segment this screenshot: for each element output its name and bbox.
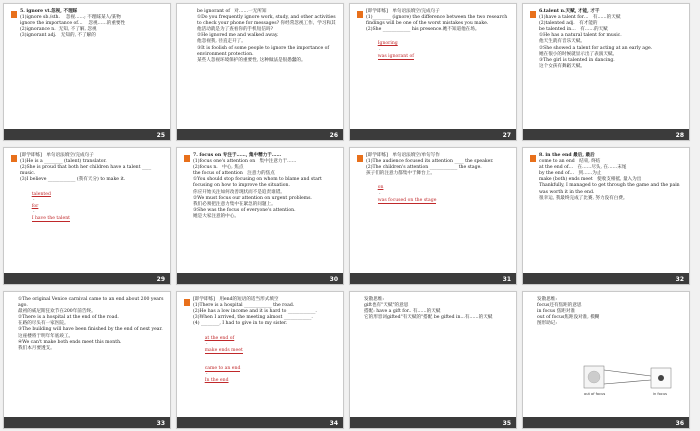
slide-content <box>366 153 510 210</box>
slide-content <box>197 9 337 64</box>
slide-line: ③She was the focus of everyone's attention. <box>193 207 296 213</box>
slide-line: ③The building will have been finished by the end of next year. <box>18 327 163 333</box>
slide-line: [即学即练] 单句语法填空/完成句子 <box>20 153 94 158</box>
slide-line: out of focus焦距没对准, 模糊 <box>537 315 600 321</box>
slide-number: 25 <box>156 132 165 139</box>
slide-line: (2)focus n. 中心, 焦点 <box>193 165 244 171</box>
slide-line: (3)I believe ____________ (我有天分) to make it. <box>20 177 126 183</box>
accent-bar <box>184 155 190 162</box>
slide-thumbnail[interactable] <box>349 147 517 285</box>
slide-footer <box>4 129 170 140</box>
slide-line: Thankfully, I managed to get through the game and the pain was worth it in the end. <box>539 183 682 195</box>
slide-thumbnail[interactable] <box>3 291 171 429</box>
slide-line: 在路的尽头有一家医院。 <box>18 321 69 327</box>
slide-number: 31 <box>502 276 511 283</box>
slide-line: (4) ________, I had to give in to my sister. <box>193 321 288 327</box>
slide-line: 她是大家注意的中心。 <box>193 213 239 219</box>
slide-line: 6.talent n.天赋, 才能, 才干 <box>539 9 600 14</box>
slide-thumbnail[interactable] <box>3 3 171 141</box>
slide-line: ②We must focus our attention on urgent problems. <box>193 195 312 201</box>
slide-line: focus还有焦距的意思 <box>537 303 582 309</box>
answer-text: came to an end <box>204 366 241 372</box>
slide-line: (2)talented adj. 有才能的 <box>539 21 598 27</box>
slide-line: 她在很小的时候就显示出了表演天赋。 <box>539 51 618 57</box>
slide-thumbnail[interactable] <box>522 291 690 429</box>
slide-thumbnail[interactable] <box>176 3 344 141</box>
slide-line: be talented in… 有……的天赋 <box>539 27 608 33</box>
slide-line: 发散思维: <box>364 297 384 302</box>
slide-line: ①Do you frequently ignore work, study, and other activities to check your phone for messages? 你经常忽视工作、学习和其他活动就是为了查看你的手机短信吗? <box>197 15 338 33</box>
slide-line: (1)ignore sb./sth. 忽视……; 不理睬某人/某物 <box>20 15 121 21</box>
slide-line: (2)The children's attention ____________ the stage. <box>366 165 482 171</box>
slide-content <box>539 9 683 70</box>
slide-line: in focus 焦距对准 <box>537 309 576 315</box>
sharp-dot-icon <box>658 375 664 381</box>
answer-text: make ends meet <box>204 347 243 353</box>
accent-bar <box>357 155 363 162</box>
slide-footer <box>4 273 170 284</box>
slide-footer <box>4 417 170 428</box>
slide-footer <box>350 417 516 428</box>
slide-number: 34 <box>329 420 338 427</box>
slide-content <box>537 297 683 327</box>
slide-number: 30 <box>329 276 338 283</box>
slide-line: (2)ignorance n. 无知, 不了解, 忽视 <box>20 27 97 33</box>
answer-line: came to an end · In the end <box>204 366 241 384</box>
slide-line: 8. in the end 最后, 最后 <box>539 153 595 158</box>
slide-line: 我们必须把注意力集中在紧急的问题上。 <box>193 201 276 207</box>
slide-number: 26 <box>329 132 338 139</box>
slide-line: (2)He has a low income and it is hard to ____________. <box>193 309 317 315</box>
slide-line: (2)She ____________ his presence.她不知道他在场。 <box>366 27 480 33</box>
slide-line: 图形助记: <box>537 321 557 327</box>
accent-bar <box>357 11 363 18</box>
slide-line: 很幸运, 我最终完成了比赛, 努力没有白费。 <box>539 195 628 201</box>
slide-number: 28 <box>675 132 684 139</box>
answer-text: at the end of <box>204 335 235 341</box>
slide-line: 7. focus on 专注于……, 集中精力于…… <box>193 153 282 158</box>
slide-number: 36 <box>675 420 684 427</box>
answer-text: In the end <box>204 378 229 384</box>
accent-bar <box>530 11 536 18</box>
answer-text: Ignoring <box>377 41 398 47</box>
slide-content <box>20 9 164 39</box>
slide-line: come to an end 结束, 终结 <box>539 159 601 165</box>
slide-content <box>20 153 164 228</box>
slide-line: ③The girl is talented in dancing. <box>539 57 615 63</box>
slide-content <box>193 297 337 390</box>
slide-number: 27 <box>502 132 511 139</box>
answer-line: Ignoring · was ignorant of <box>377 41 414 59</box>
slide-line: (3)ignorant adj. 无知的, 不了解的 <box>20 33 96 39</box>
accent-bar <box>11 155 17 162</box>
slide-line: [即学即练] 单句语法填空/单句写作 <box>366 153 440 158</box>
slide-thumbnail[interactable] <box>176 147 344 285</box>
slide-line: (1)The audience focused its attention ____ the speaker. <box>366 159 494 165</box>
slide-content <box>193 153 337 220</box>
slide-number: 29 <box>156 276 165 283</box>
slide-line: (1)He is a ________ (talent) translator. <box>20 159 107 165</box>
slide-line: be ignorant of 对……一无所知 <box>197 9 267 14</box>
slide-line: (1)There is a hospital ____________ the road. <box>193 303 295 309</box>
answer-line: talented · for · I have the talent <box>31 191 70 221</box>
slide-thumbnail[interactable] <box>522 147 690 285</box>
slide-sorter-grid <box>3 3 690 429</box>
slide-line: 孩子们的注意力都集中于舞台上。 <box>366 171 435 177</box>
light-ray-icon <box>604 370 651 384</box>
in-focus-label: in focus <box>653 392 668 396</box>
answer-text: I have the talent <box>31 215 70 221</box>
slide-content <box>539 153 683 202</box>
slide-line: (1)have a talent for… 有……的天赋 <box>539 15 621 21</box>
slide-line: 发散思维: <box>537 297 557 302</box>
slide-line: ②She showed a talent for acting at an early age. <box>539 45 653 51</box>
answer-text: talented <box>31 191 51 197</box>
answer-text: on <box>377 185 384 191</box>
slide-line: ②There is a hospital at the end of the road. <box>18 315 119 321</box>
answer-text: for <box>31 203 39 209</box>
slide-footer <box>177 273 343 284</box>
slide-number: 32 <box>675 276 684 283</box>
slide-line: [即学即练] 用end的短语的适当形式填空 <box>193 297 279 302</box>
slide-line: 我们本月要透支。 <box>18 345 55 351</box>
slide-line: (1)focus one's attention on 集中注意力于…… <box>193 159 297 165</box>
slide-line: ③It is foolish of some people to ignore the importance of environment protection. <box>197 45 331 57</box>
slide-content <box>364 297 510 321</box>
slide-footer <box>350 129 516 140</box>
slide-line: 它的形容词gifted"有天赋的"搭配 be gifted in...有……的天赋 <box>364 315 493 321</box>
blur-dot-icon <box>588 371 600 383</box>
slide-line: 这个女孩有舞蹈天赋。 <box>539 63 585 69</box>
slide-line: ignore the importance of… 忽视……的重要性 <box>20 21 126 27</box>
slide-line: at the end of… 在……尽头, 在……末尾 <box>539 165 627 171</box>
slide-line: 某些人忽视环境保护的重要性, 这种做法是很愚蠢的。 <box>197 57 306 63</box>
slide-line: 他天生就有音乐天赋。 <box>539 39 585 45</box>
slide-line: make (both) ends meet 使收支相抵, 量入为出 <box>539 177 642 183</box>
answer-text: was ignorant of <box>377 53 414 59</box>
slide-line: ④We can't make both ends meet this month. <box>18 339 122 345</box>
slide-footer <box>523 273 689 284</box>
out-of-focus-label: out of focus <box>584 392 606 396</box>
answer-text: was focused on the stage <box>377 197 437 203</box>
slide-line: [即学即练] 单句语法填空/完成句子 <box>366 9 440 14</box>
slide-footer <box>350 273 516 284</box>
slide-content <box>18 297 164 352</box>
slide-line: 你应开始关注如何改善现状而不是追责谁错。 <box>193 189 285 195</box>
slide-line: by the end of… 到……为止 <box>539 171 602 177</box>
slide-line: (1)________ (ignore) the difference between the two research findings will be one of the worst mistakes you make. <box>366 15 509 27</box>
slide-line: ①He has a natural talent for music. <box>539 33 622 39</box>
slide-line: 5. ignore vt.忽视, 不理睬 <box>20 9 78 14</box>
slide-number: 33 <box>156 420 165 427</box>
slide-line: ①The original Venice carnival came to an end about 200 years ago. <box>18 297 165 309</box>
slide-thumbnail[interactable] <box>3 147 171 285</box>
slide-footer <box>177 129 343 140</box>
slide-line: 他忽视我, 径直走开了。 <box>197 39 246 45</box>
answer-line: at the end of · make ends meet <box>204 335 243 353</box>
slide-thumbnail[interactable] <box>522 3 690 141</box>
slide-line: ②He ignored me and walked away. <box>197 33 279 39</box>
slide-content <box>366 9 510 66</box>
answer-line: on · was focused on the stage <box>377 185 437 203</box>
slide-line: the focus of attention 注意力的焦点 <box>193 171 275 177</box>
focus-diagram <box>583 358 673 398</box>
slide-line: 最初的威尼斯狂欢节在200年前告终。 <box>18 309 96 315</box>
slide-line: (2)She is proud that both her children have a talent ____ music. <box>20 165 153 177</box>
slide-line: 搭配: have a gift for.. 有……的天赋 <box>364 309 441 315</box>
slide-thumbnail[interactable] <box>176 291 344 429</box>
slide-line: 这座楼将于明年年底竣工。 <box>18 333 74 339</box>
slide-footer <box>523 129 689 140</box>
slide-number: 35 <box>502 420 511 427</box>
slide-line: (3)When I arrived, the meeting almost ____________. <box>193 315 313 321</box>
accent-bar <box>184 299 190 306</box>
accent-bar <box>11 11 17 18</box>
accent-bar <box>530 155 536 162</box>
slide-line: ①You should stop focusing on whom to blame and start focusing on how to improve the situation. <box>193 177 324 189</box>
slide-footer <box>177 417 343 428</box>
slide-line: gift也有"天赋"的意思 <box>364 303 409 309</box>
slide-thumbnail[interactable] <box>349 291 517 429</box>
slide-thumbnail[interactable] <box>349 3 517 141</box>
slide-footer <box>523 417 689 428</box>
